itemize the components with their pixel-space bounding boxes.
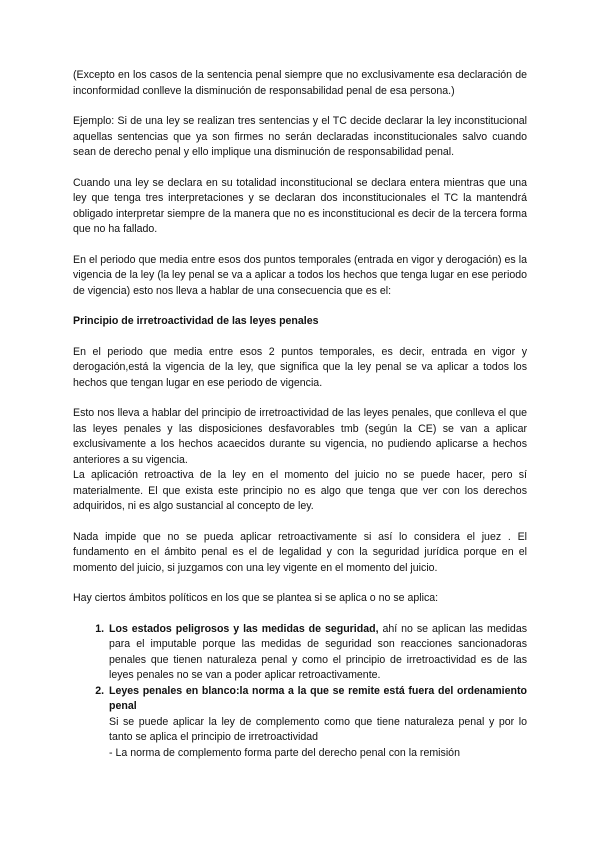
paragraph-validity-explained: En el periodo que media entre esos 2 puntos temporales, es decir, entrada en vigor y derogación,está la vigencia de la ley, que significa que la ley penal se va aplicar a todos los hechos que tengan lugar en ese periodo de vigencia. [73, 345, 527, 389]
paragraph-judge: Nada impide que no se pueda aplicar retroactivamente si así lo considera el juez . El fundamento en el ámbito penal es el de legalidad y con la seguridad jurídica porque en el momento del juicio, si juzgamos con una ley vigente en el momento del juicio. [73, 530, 527, 574]
section-heading: Principio de irretroactividad de las leyes penales [73, 315, 319, 327]
areas-list [73, 622, 527, 762]
list-item-text: Si se puede aplicar la ley de complemento como que tiene naturaleza penal y por lo tanto se aplica el principio de irretroactividad [109, 715, 527, 743]
list-item-text: - La norma de complemento forma parte del derecho penal con la remisión [109, 746, 460, 759]
list-item [107, 684, 527, 762]
list-item-title: Los estados peligrosos y las medidas de seguridad, [109, 622, 379, 635]
paragraph-retroactive-application: La aplicación retroactiva de la ley en el momento del juicio no se puede hacer, pero sí materialmente. El que exista este principio no es algo que tenga que ver con los derechos adquiridos, ni es algo sustancial al concepto de ley. [73, 469, 527, 512]
list-item-title: Leyes penales en blanco:la norma a la que se remite está fuera del ordenamiento penal [109, 684, 527, 712]
list-item-text: ahí no se aplican las medidas para el imputable porque las medidas de seguridad son reacciones sancionadoras penales que tienen naturaleza penal y como el principio de irretroactividad es de las leyes penales no se van a poder aplicar retroactivamente. [109, 622, 528, 681]
paragraph-exception: (Excepto en los casos de la sentencia penal siempre que no exclusivamente esa declaración de inconformidad conlleve la disminución de responsabilidad penal de esa persona.) [73, 69, 527, 97]
paragraph-political-areas: Hay ciertos ámbitos políticos en los que se plantea si se aplica o no se aplica: [73, 592, 439, 604]
paragraph-validity-period: En el periodo que media entre esos dos puntos temporales (entrada en vigor y derogación) es la vigencia de la ley (la ley penal se va a aplicar a todos los hechos que tenga lugar en ese periodo de vigencia) esto nos lleva a hablar de una consecuencia que es el: [73, 253, 527, 297]
paragraph-unconstitutional: Cuando una ley se declara en su totalidad inconstitucional se declara entera mientras que una ley que tenga tres interpretaciones y se declaran dos inconstitucionales el TC la mantendrá obligado interpretar siempre de la manera que no es inconstitucional es decir de la tercera forma que no ha fallado. [73, 176, 527, 235]
paragraph-irretroactivity: Esto nos lleva a hablar del principio de irretroactividad de las leyes penales, que conlleva el que las leyes penales y las disposiciones desfavorables tmb (según la CE) se van a aplicar exclusivamente a los hechos acaecidos durante su vigencia, no pudiendo aplicarse a hechos anteriores a su vigencia. [73, 407, 527, 466]
paragraph-example: Ejemplo: Si de una ley se realizan tres sentencias y el TC decide declarar la ley inconstitucional aquellas sentencias que ya son firmes no serán declaradas inconstitucionales salvo cuando sean de derecho penal y ello implique una disminución de responsabilidad penal. [73, 115, 527, 158]
list-item [107, 622, 527, 684]
